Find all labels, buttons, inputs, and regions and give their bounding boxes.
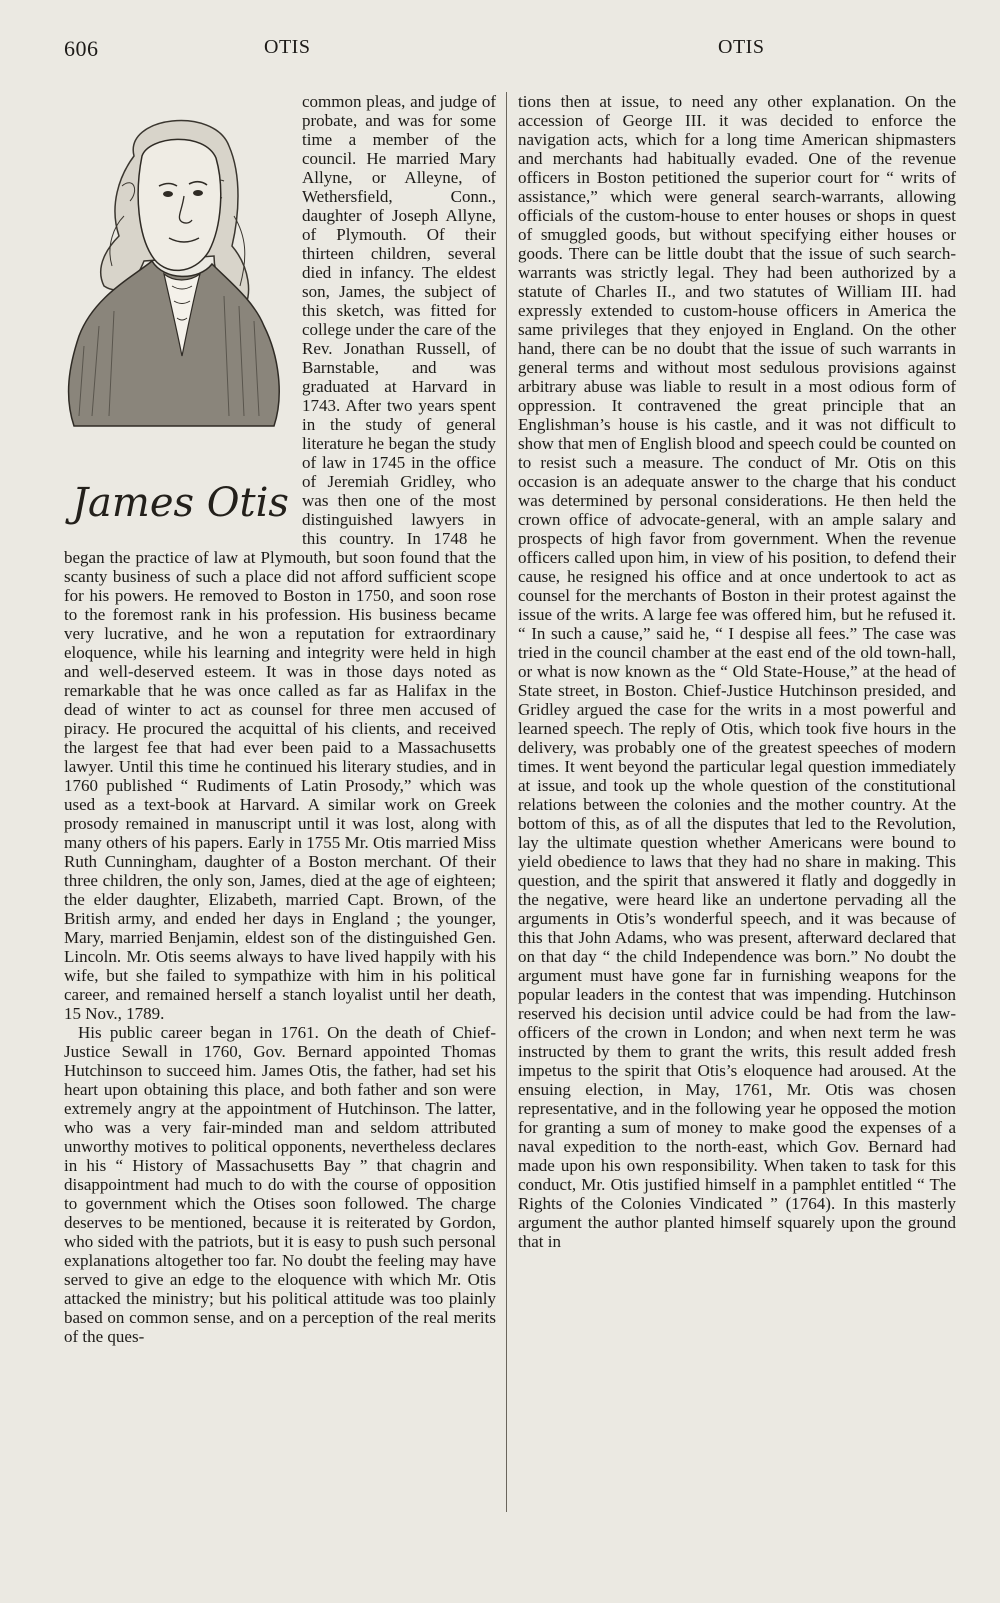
- paragraph: His public career began in 1761. On the death of Chief-Justice Sewall in 1760, Gov. Bernard appointed Thomas Hutchinson to succeed him. James Otis, the father, had set his heart upon obtaining this place, and both father and son were extremely angry at the appointment of Hutchinson. The latter, who was a very fair-minded man and seldom attributed unworthy motives to political opponents, nevertheless declares in his “ History of Massachusetts Bay ” that chagrin and disappointment had much to do with the course of opposition to government which the Otises soon followed. The charge deserves to be mentioned, because it is reiterated by Gordon, who sided with the patriots, but it is easy to push such personal explanations altogether too far. No doubt the feeling may have served to give an edge to the eloquence with which Mr. Otis attacked the ministry; but his political attitude was too plainly based on common sense, and on a perception of the real merits of the ques-: [64, 1023, 496, 1346]
- page-number: 606: [64, 36, 99, 61]
- signature-text: James Otis: [72, 480, 289, 526]
- page-header: [64, 36, 960, 70]
- running-head-left: OTIS: [264, 36, 311, 58]
- portrait-drawing: [64, 96, 294, 538]
- running-head-right: OTIS: [718, 36, 765, 58]
- right-column: [518, 92, 956, 1251]
- paragraph: tions then at issue, to need any other explanation. On the accession of George III. it was decided to enforce the navigation acts, which for a long time American shipmasters and merchants had habitually evaded. One of the revenue officers in Boston petitioned the superior court for “ writs of assistance,” which were general search-warrants, allowing officials of the custom-house to enter houses or shops in quest of smuggled goods, but without specifying either houses or goods. There can be little doubt that the issue of such search-warrants was strictly legal. They had been authorized by a statute of Charles II., and two statutes of William III. had expressly extended to custom-house officers in America the same privileges that they enjoyed in England. On the other hand, there can be no doubt that the issue of such warrants in general terms and without most sedulous provisions against arbitrary abuse was liable to result in a most odious form of oppression. It contravened the great principle that an Englishman’s house is his castle, and it was not difficult to show that men of English blood and speech could be counted on to resist such a measure. The conduct of Mr. Otis on this occasion is an adequate answer to the charge that his conduct was determined by personal considerations. He then held the crown office of advocate-general, with an ample salary and prospects of high favor from government. When the revenue officers called upon him, in view of his position, to defend their cause, he resigned his office and at once undertook to act as counsel for the merchants of Boston in their protest against the issue of the writs. A large fee was offered him, but he refused it. “ In such a cause,” said he, “ I despise all fees.” The case was tried in the council chamber at the east end of the old town-hall, or what is now known as the “ Old State-House,” at the head of State street, in Boston. Chief-Justice Hutchinson presided, and Gridley argued the case for the writs in a most powerful and learned speech. The reply of Otis, which took five hours in the delivery, was probably one of the greatest speeches of modern times. It went beyond the particular legal question immediately at issue, and took up the whole question of the constitutional relations between the colonies and the mother country. At the bottom of this, as of all the disputes that led to the Revolution, lay the ultimate question whether Americans were bound to yield obedience to laws that they had no share in making. This question, and the spirit that answered it flatly and doggedly in the negative, were heard like an undertone pervading all the arguments in Otis’s wonderful speech, and it was because of this that John Adams, who was present, afterward declared that on that day “ the child Independence was born.” No doubt the argument must have gone far in furnishing weapons for the popular leaders in the contest that was impending. Hutchinson reserved his decision until advice could be had from the law-officers of the crown in London; and when next term he was instructed by them to grant the writs, this result added fresh impetus to the spirit that Otis’s eloquence had aroused. At the ensuing election, in May, 1761, Mr. Otis was chosen representative, and in the following year he opposed the motion for granting a sum of money to make good the expenses of a naval expedition to the north-east, which Gov. Bernard had made upon his own responsibility. When taken to task for this conduct, Mr. Otis justified himself in a pamphlet entitled “ The Rights of the Colonies Vindicated ” (1764). In this masterly argument the author planted himself squarely upon the ground that in: [518, 92, 956, 1251]
- column-divider: [506, 92, 507, 1512]
- portrait-engraving: [64, 96, 294, 538]
- paragraph: common pleas, and judge of probate, and was for some time a member of the council. He married Mary Allyne, or Alleyne, of Wethersfield, Conn., daughter of Joseph Allyne, of Plymouth. Of their thirteen children, several died in infancy. The eldest son, James, the subject of this sketch, was fitted for college under the care of the Rev. Jonathan Russell, of Barnstable, and was graduated at Harvard in 1743. After two years spent in the study of general literature he began the study of law in 1745 in the office of Jeremiah Gridley, who was then one of the most distinguished lawyers in this country. In 1748 he began the practice of law at Plymouth, but soon found that the scanty business of such a place did not afford sufficient scope for his powers. He removed to Boston in 1750, and soon rose to the foremost rank in his profession. His business became very lucrative, and he won a reputation for extraordinary eloquence, while his learning and integrity were held in high and well-deserved esteem. It was in those days noted as remarkable that he was once called as far as Halifax in the dead of winter to act as counsel for three men accused of piracy. He procured the acquittal of his clients, and received the largest fee that had ever been paid to a Massachusetts lawyer. Until this time he continued his literary studies, and in 1760 published “ Rudiments of Latin Prosody,” which was used as a text-book at Harvard. A similar work on Greek prosody remained in manuscript until it was lost, along with many others of his papers. Early in 1755 Mr. Otis married Miss Ruth Cunningham, daughter of a Boston merchant. Of their three children, the only son, James, died at the age of eighteen; the elder daughter, Elizabeth, married Capt. Brown, of the British army, and ended her days in England ; the younger, Mary, married Benjamin, eldest son of the distinguished Gen. Lincoln. Mr. Otis seems always to have lived happily with his wife, but she failed to sympathize with him in his political career, and remained herself a stanch loyalist until her death, 15 Nov., 1789.: [64, 92, 496, 1023]
- left-column: [64, 92, 496, 1346]
